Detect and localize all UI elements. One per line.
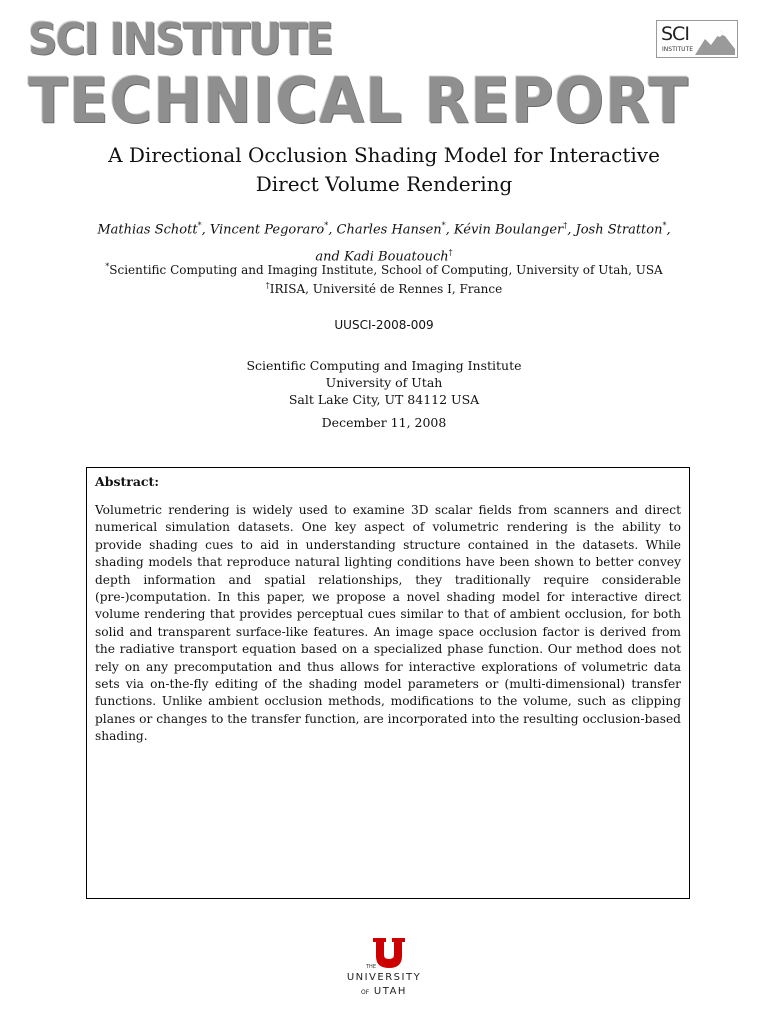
affiliation-text: Scientific Computing and Imaging Institute, School of Computing, University of Utah, USA xyxy=(109,263,663,277)
author-name: Vincent Pegoraro xyxy=(209,222,325,238)
report-title xyxy=(0,141,768,199)
author-name: Kévin Boulanger xyxy=(453,222,564,238)
title-line-1: A Directional Occlusion Shading Model for Interactive xyxy=(108,143,660,167)
abstract-heading: Abstract: xyxy=(95,474,159,489)
logo-of-utah xyxy=(340,986,428,997)
title-line-2: Direct Volume Rendering xyxy=(255,172,513,196)
author-mark: * xyxy=(197,221,202,230)
university-of-utah-logo xyxy=(340,938,428,1004)
author-mark: * xyxy=(324,221,329,230)
sci-logo-text: SCI xyxy=(661,23,689,45)
mountain-icon xyxy=(695,27,735,55)
address-line: University of Utah xyxy=(325,375,443,390)
institute-address xyxy=(0,357,768,408)
address-line: Salt Lake City, UT 84112 USA xyxy=(288,392,480,407)
address-line: Scientific Computing and Imaging Institute xyxy=(246,358,522,373)
author-name: Mathias Schott xyxy=(97,222,198,238)
logo-the: THE xyxy=(366,964,376,970)
abstract-box xyxy=(86,467,690,899)
banner-technical-report: TECHNICAL REPORT xyxy=(28,64,689,137)
author-name: Kadi Bouatouch xyxy=(343,249,449,265)
author-connector: and xyxy=(315,249,340,265)
logo-utah: UTAH xyxy=(373,986,407,997)
author-mark: * xyxy=(441,221,446,230)
block-u-icon xyxy=(373,938,405,968)
affiliation-mark: † xyxy=(265,281,270,290)
author-name: Charles Hansen xyxy=(336,222,442,238)
affiliation-1 xyxy=(0,259,768,278)
sci-logo-subtext: INSTITUTE xyxy=(662,46,694,53)
affiliation-2 xyxy=(0,278,768,297)
abstract-text: Volumetric rendering is widely used to examine 3D scalar fields from scanners and direct numerical simulation datasets. One key aspect of volumetric rendering is the ability to provide shading cues to aid in understanding structure contained in the datasets. While shading models that reproduce natural lighting conditions have been shown to better convey depth information and spatial relationships, they traditionally require considerable (pre-)computation. In this paper, we propose a novel shading model for interactive direct volume rendering that provides perceptual cues similar to that of ambient occlusion, for both solid and transparent surface-like features. An image space occlusion factor is derived from the radiative transport equation based on a specialized phase function. Our method does not rely on any precomputation and thus allows for interactive explorations of volumetric data sets via on-the-fly editing of the shading model parameters or (multi-dimensional) transfer functions. Unlike ambient occlusion methods, modifications to the volume, such as clipping planes or changes to the transfer function, are incorporated into the resulting occlusion-based shading. xyxy=(95,503,681,744)
report-number: UUSCI-2008-009 xyxy=(334,318,434,332)
affiliation-text: IRISA, Université de Rennes I, France xyxy=(269,282,503,296)
logo-of: OF xyxy=(361,989,370,996)
sci-institute-logo xyxy=(656,20,738,58)
affiliation-mark: * xyxy=(105,262,110,271)
author-mark: † xyxy=(448,248,453,258)
banner-sci-institute: SCI INSTITUTE xyxy=(28,14,332,65)
author-line-1: Mathias Schott*, Vincent Pegoraro*, Charles Hansen*, Kévin Boulanger†, Josh Stratton*, xyxy=(97,221,671,238)
logo-university: UNIVERSITY xyxy=(346,972,422,983)
author-mark: † xyxy=(563,221,568,230)
report-date: December 11, 2008 xyxy=(321,415,447,430)
author-mark: * xyxy=(662,221,667,230)
author-name: Josh Stratton xyxy=(575,222,663,238)
